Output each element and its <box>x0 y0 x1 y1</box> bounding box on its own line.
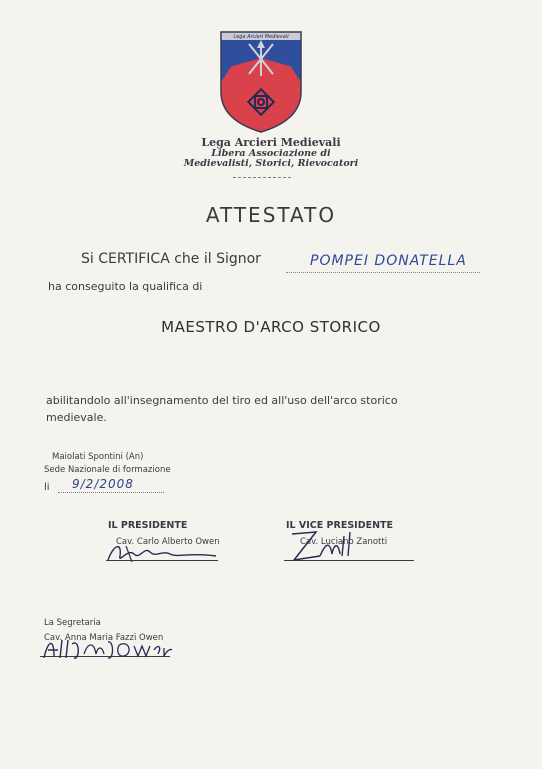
vice-president-name: Cav. Luciano Zanotti <box>300 537 388 547</box>
certify-text: Si CERTIFICA che il Signor <box>81 251 261 267</box>
organization-subtitle-line1: Libera Associazione di <box>211 148 331 159</box>
secretary-title: La Segretaria <box>44 618 101 628</box>
league-coat-of-arms <box>219 30 303 134</box>
qualification-title: MAESTRO D'ARCO STORICO <box>161 318 381 336</box>
location-text: Maiolati Spontini (An) <box>52 452 144 462</box>
seat-text: Sede Nazionale di formazione <box>44 465 171 475</box>
recipient-name: POMPEI DONATELLA <box>310 253 467 269</box>
vice-president-title: IL VICE PRESIDENTE <box>286 520 393 531</box>
certificate-title: ATTESTATO <box>205 203 337 227</box>
secretary-signature <box>40 634 176 664</box>
achieved-text: ha conseguito la qualifica di <box>48 280 203 293</box>
organization-name: Lega Arcieri Medievali <box>201 136 341 149</box>
logo-caption: Lega Arcieri Medievali <box>233 34 289 40</box>
organization-subtitle-line2: Medievalisti, Storici, Rievocatori <box>183 158 359 169</box>
date-line <box>58 492 164 493</box>
date-prefix: li <box>44 482 50 493</box>
issue-date: 9/2/2008 <box>72 477 134 491</box>
president-signature <box>104 538 222 566</box>
decorative-divider <box>233 177 291 178</box>
president-title: IL PRESIDENTE <box>108 520 188 531</box>
body-text-line2: medievale. <box>46 411 107 424</box>
body-text-line1: abilitandolo all'insegnamento del tiro ed all'uso dell'arco storico <box>46 394 398 407</box>
secretary-name: Cav. Anna Maria Fazzi Owen <box>44 633 164 643</box>
president-name: Cav. Carlo Alberto Owen <box>116 537 220 547</box>
vice-president-signature <box>286 526 356 566</box>
